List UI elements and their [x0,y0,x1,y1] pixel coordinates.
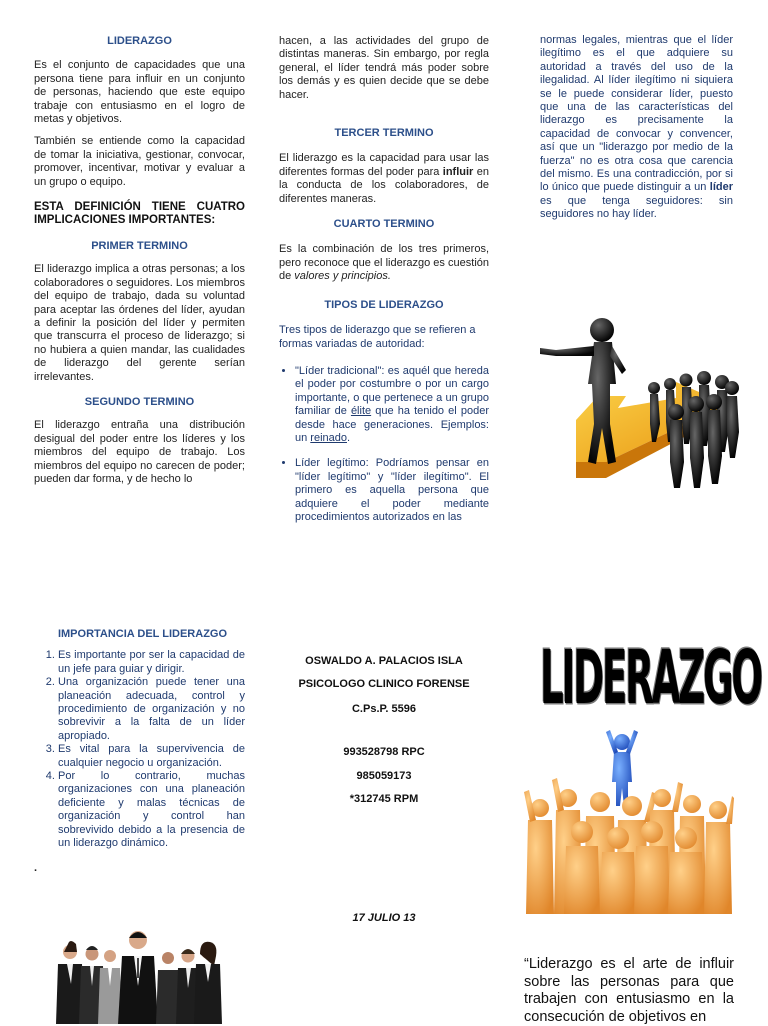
heading-importancia: IMPORTANCIA DEL LIDERAZGO [57,628,228,640]
leader-followers-illustration [536,312,742,500]
business-team-image [50,926,226,1024]
importancia-item-3: 3. Es vital para la supervivencia de cualquier negocio u organización. [58,743,245,770]
orange-crowd [524,778,734,914]
leadership-quote: “Liderazgo es el arte de influir sobre las personas para que trabajen con entusiasmo en la consecución de objetivos en [524,956,734,1025]
definition-paragraph: Es el conjunto de capacidades que una persona tiene para influir en un conjunto de personas, haciendo que este equipo trabaje con entusiasmo en el logro de metas y objetivos. [34,59,245,126]
tipos-list [279,365,489,524]
crowd-leader-illustration [522,728,734,914]
wordart-liderazgo: LIDERAZGO [540,634,761,722]
definition-paragraph-2: También se entiende como la capacidad de tomar la iniciativa, gestionar, convocar, promover, incentivar, motivar y evaluar a un grupo o equipo. [34,135,245,188]
link-reinado[interactable]: reinado [310,431,347,444]
author-profession: PSICOLOGO CLINICO FORENSE [298,678,470,691]
segundo-termino-continued: hacen, a las actividades del grupo de distintas maneras. Sin embargo, por regla general, el líder tendrá más poder sobre los demás y es quien decide que se debe hacer. [279,35,489,101]
phone-rpm: *312745 RPM [349,793,419,806]
author-name: OSWALDO A. PALACIOS ISLA [305,655,463,667]
importancia-item-2: 2. Una organización puede tener una planeación adecuada, control y procedimiento de organización y no sobrevivir a la falta de un líder apropiado. [58,676,245,743]
heading-segundo-termino: SEGUNDO TERMINO [84,395,195,408]
contact-block [279,655,489,926]
heading-primer-termino: PRIMER TERMINO [91,239,188,252]
title-liderazgo: LIDERAZGO [107,35,172,47]
implications-heading: ESTA DEFINICIÓN TIENE CUATRO IMPLICACIONES IMPORTANTES: [34,201,245,227]
lider-ilegitimo-text: normas legales, mientras que el líder ilegítimo es el que adquiere su autoridad a través del uso de la ilegalidad. Al líder ilegítimo ni siquiera se le puede considerar líder, puesto que una de las características del liderazgo es precisamente la capacidad de convocar y convencer, así que un "liderazgo por medio de la fuerza" no es otra cosa que carencia del mismo. Es una contradicción, por si lo único que puede distinguir a un líder es que tenga seguidores: sin seguidores no hay líder. [540,34,733,221]
column-right [540,34,733,222]
heading-cuarto-termino: CUARTO TERMINO [333,218,435,231]
phone-2: 985059173 [356,769,412,782]
stray-dot: . [34,862,38,874]
phone-rpc: 993528798 RPC [343,746,425,759]
link-elite[interactable]: élite [350,405,372,418]
column-left [34,35,245,486]
primer-termino-text: El liderazgo implica a otras personas; a los colaboradores o seguidores. Los miembros del equipo de trabajo, dada su voluntad para aceptar las órdenes del líder, ayudan a definir la posición del líder y permiten que transcurra el proceso de liderazgo; si no hubiera a quien mandar, las cualidades de liderazgo del gerente serían irrelevantes. [34,263,245,383]
importancia-list [40,649,245,850]
importancia-section [40,628,245,851]
blue-leader-figure [606,730,638,806]
segundo-termino-text: El liderazgo entraña una distribución desigual del poder entre los líderes y los miembros del equipo de trabajo. Los miembros del equipo no carecen de poder; pueden dar forma, y de hecho lo [34,419,245,485]
heading-tercer-termino: TERCER TERMINO [334,127,434,140]
heading-tipos-liderazgo: TIPOS DE LIDERAZGO [324,298,444,311]
tercer-termino-text: El liderazgo es la capacidad para usar las diferentes formas del poder para influir en la conducta de los colaboradores, de diferentes maneras. [279,152,489,205]
column-middle [279,35,489,536]
list-item-lider-legitimo: • Líder legítimo: Podríamos pensar en "líder legítimo" y "líder ilegítimo". El primero es aquella persona que adquiere el poder mediante procedimientos autorizados en las [295,457,489,524]
list-item-lider-tradicional: • "Líder tradicional": es aquél que hereda el poder por costumbre o por un cargo importante, o que pertenece a un grupo familiar de élite que ha tenido el poder desde hace generaciones. Ejemplos: un reinado. [295,365,489,445]
importancia-item-1: 1. Es importante por ser la capacidad de un jefe para guiar y dirigir. [58,649,245,676]
date: 17 JULIO 13 [352,912,416,925]
author-license: C.Ps.P. 5596 [351,702,416,715]
importancia-item-4: 4. Por lo contrario, muchas organizaciones con una planeación deficiente y malas técnicas de organización y control han sobrevivido debido a la presencia de un liderazgo dinámico. [58,770,245,850]
tipos-intro: Tres tipos de liderazgo que se refieren a formas variadas de autoridad: [279,324,476,350]
cuarto-termino-text: Es la combinación de los tres primeros, pero reconoce que el liderazgo es cuestión de valores y principios. [279,243,489,283]
